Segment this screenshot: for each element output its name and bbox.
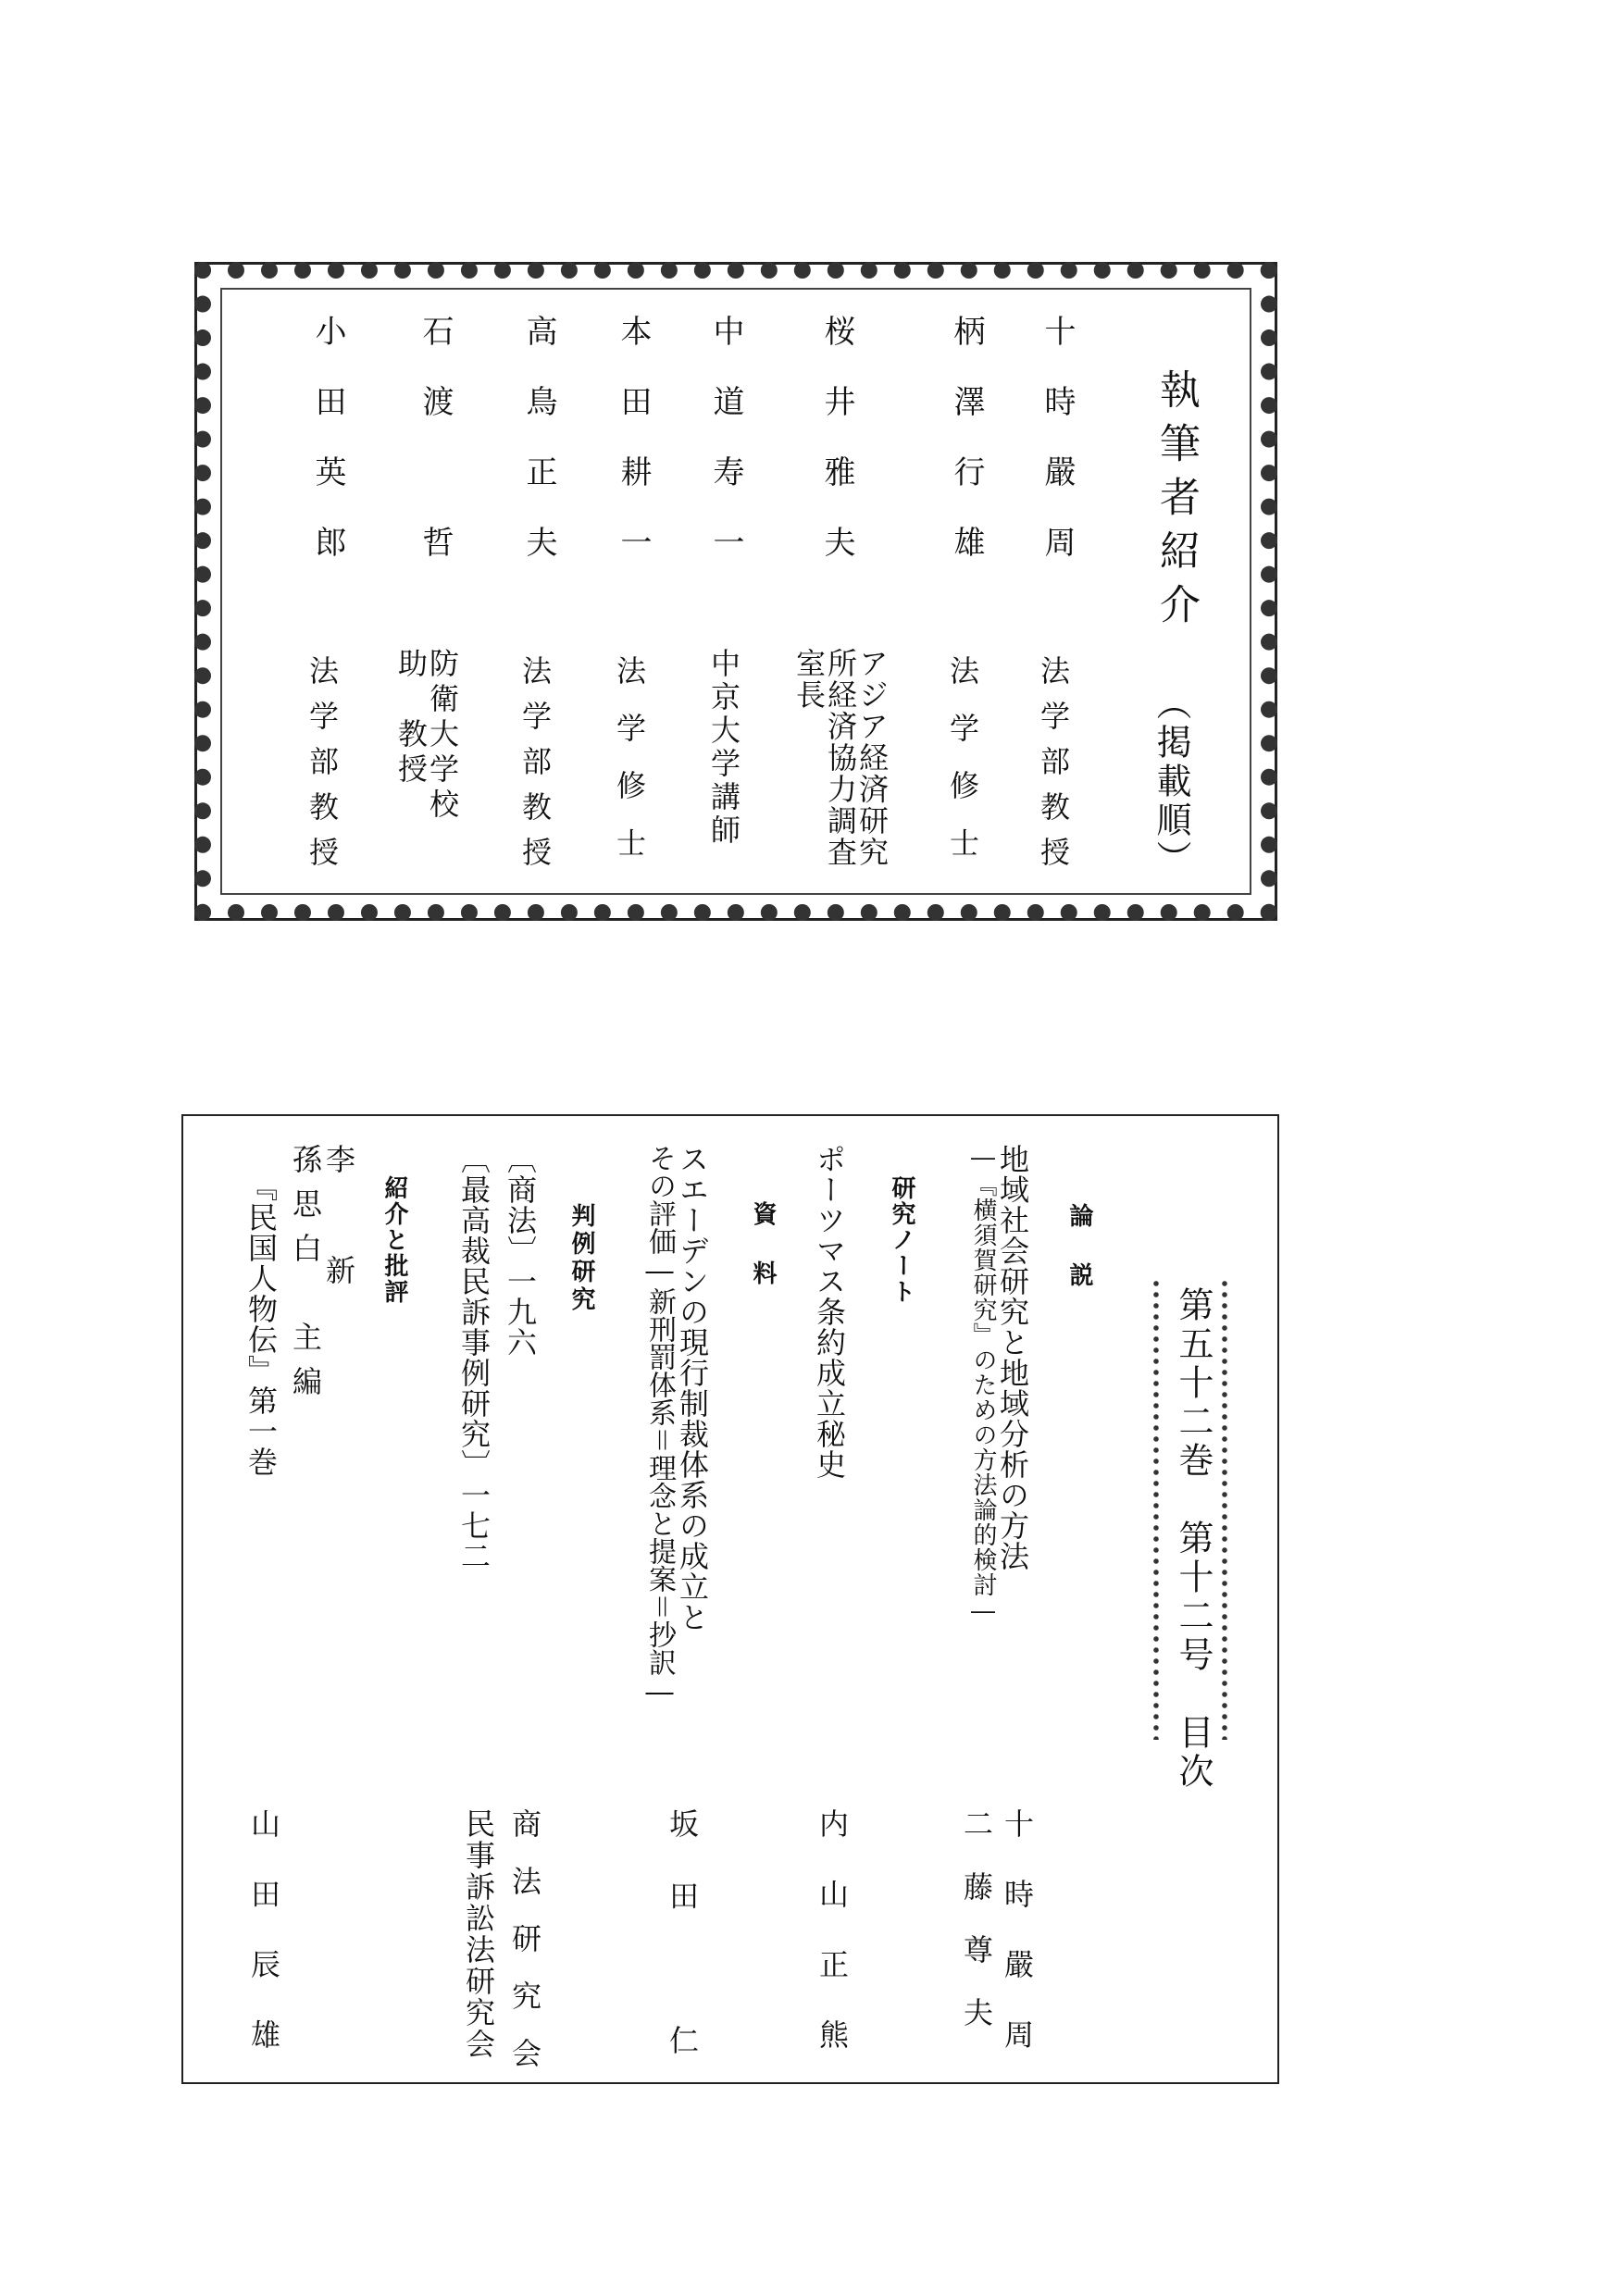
toc-item-title: ポーツマス条約成立秘史 <box>812 1144 847 1480</box>
toc-item-author: 十時嚴周 <box>1000 1808 1035 2090</box>
contributors-title: 執筆者紹介 <box>1152 368 1200 637</box>
contributor-name: 小田英郎 <box>309 315 346 596</box>
wavy-rule-left <box>1220 1279 1229 1740</box>
contributor-affiliation: 法学修士 <box>945 655 980 885</box>
contributor-affiliation: 法学部教授 <box>1036 655 1071 882</box>
section-heading: 論 説 <box>1065 1203 1093 1292</box>
toc-item-editor: 李 新 <box>321 1144 356 1310</box>
contributor-affiliation: アジア経済研究 <box>854 648 890 868</box>
wavy-rule-right <box>1151 1279 1161 1740</box>
contributor-name: 石渡 哲 <box>417 315 454 596</box>
toc-item-author: 二藤尊夫 <box>959 1808 994 2060</box>
contributor-name: 十時嚴周 <box>1039 315 1076 596</box>
toc-item-author: 坂田 仁 <box>665 1808 700 2097</box>
contributor-affiliation: 所経済協力調査 <box>823 648 858 868</box>
contributor-name: 桜井雅夫 <box>818 315 855 596</box>
contributor-affiliation: 中京大学講師 <box>706 648 741 848</box>
toc-item-author: 商法研究会 <box>507 1808 542 2095</box>
toc-item-subtitle: ―『横須賀研究』のための方法論的検討― <box>969 1144 997 1626</box>
toc-item-author: 民事訴訟法研究会 <box>461 1808 496 2060</box>
contributor-affiliation: 防衛大学校 <box>425 648 460 824</box>
contributor-affiliation: 法学修士 <box>612 655 647 885</box>
toc-item-editor: 孫思白 主編 <box>288 1144 323 1410</box>
contributor-name: 本田耕一 <box>615 315 652 596</box>
toc-item-author: 山田辰雄 <box>246 1808 281 2090</box>
contributor-name: 高鳥正夫 <box>520 315 557 596</box>
section-heading: 資 料 <box>749 1201 777 1290</box>
toc-item-title: その評価―新刑罰体系＝理念と提案＝抄訳― <box>643 1144 676 1708</box>
contributors-title-note: （掲載順） <box>1151 685 1191 879</box>
section-heading: 紹介と批評 <box>380 1175 408 1305</box>
contributor-affiliation: 助 教授 <box>393 648 429 788</box>
section-heading: 判例研究 <box>567 1203 595 1314</box>
contributor-name: 柄澤行雄 <box>948 315 985 596</box>
contributor-affiliation: 法学部教授 <box>517 655 553 882</box>
toc-heading: 第五十二巻 第十二号 目次 <box>1173 1286 1214 1792</box>
section-heading: 研究ノート <box>888 1175 915 1305</box>
contributor-name: 中道寿一 <box>707 315 744 596</box>
toc-item-title: スエーデンの現行制裁体系の成立と <box>675 1144 710 1632</box>
toc-item-title: 地域社会研究と地域分析の方法 <box>995 1144 1030 1571</box>
toc-item-title: 〔最高裁民訴事例研究〕一七二 <box>456 1144 492 1571</box>
toc-item-title: 『民国人物伝』第一巻 <box>243 1172 279 1477</box>
toc-item-title: 〔商法〕一九六 <box>503 1144 538 1358</box>
toc-item-author: 内山正熊 <box>815 1808 850 2090</box>
contributor-affiliation: 室長 <box>791 648 827 711</box>
contributor-affiliation: 法学部教授 <box>305 655 340 882</box>
